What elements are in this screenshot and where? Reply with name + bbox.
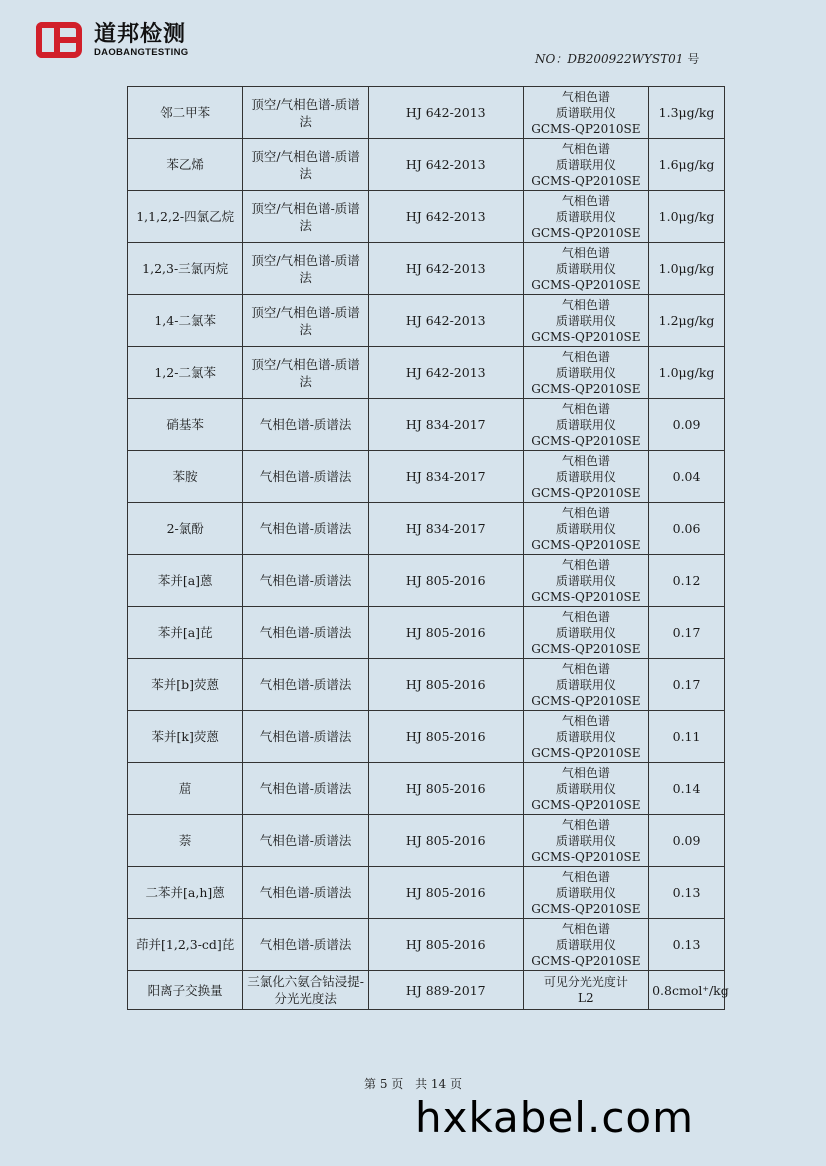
cell-item: 苯并[k]荧蒽 [128, 711, 243, 763]
cell-device: 气相色谱 质谱联用仪 GCMS-QP2010SE [523, 503, 648, 555]
cell-device: 气相色谱 质谱联用仪 GCMS-QP2010SE [523, 243, 648, 295]
cell-item: 阳离子交换量 [128, 971, 243, 1010]
cell-device: 气相色谱 质谱联用仪 GCMS-QP2010SE [523, 295, 648, 347]
logo-mark-icon [36, 22, 88, 58]
cell-standard: HJ 805-2016 [368, 867, 523, 919]
cell-limit: 1.6μg/kg [649, 139, 725, 191]
cell-limit: 1.0μg/kg [649, 243, 725, 295]
cell-method: 气相色谱-质谱法 [243, 763, 368, 815]
cell-device: 气相色谱 质谱联用仪 GCMS-QP2010SE [523, 815, 648, 867]
cell-method: 气相色谱-质谱法 [243, 815, 368, 867]
cell-limit: 1.3μg/kg [649, 87, 725, 139]
cell-limit: 1.0μg/kg [649, 191, 725, 243]
cell-device: 气相色谱 质谱联用仪 GCMS-QP2010SE [523, 867, 648, 919]
cell-limit: 0.17 [649, 607, 725, 659]
cell-limit: 0.14 [649, 763, 725, 815]
cell-method: 顶空/气相色谱-质谱法 [243, 139, 368, 191]
table-row [128, 451, 725, 503]
logo-name-en: DAOBANGTESTING [94, 46, 189, 58]
cell-item: 1,1,2,2-四氯乙烷 [128, 191, 243, 243]
cell-item: 二苯并[a,h]蒽 [128, 867, 243, 919]
table-row [128, 87, 725, 139]
cell-method: 气相色谱-质谱法 [243, 711, 368, 763]
report-number-value: NO：DB200922WYST01 [535, 52, 684, 66]
cell-standard: HJ 834-2017 [368, 503, 523, 555]
cell-item: 苯并[b]荧蒽 [128, 659, 243, 711]
cell-device: 气相色谱 质谱联用仪 GCMS-QP2010SE [523, 555, 648, 607]
cell-standard: HJ 889-2017 [368, 971, 523, 1010]
cell-device: 气相色谱 质谱联用仪 GCMS-QP2010SE [523, 191, 648, 243]
cell-device: 气相色谱 质谱联用仪 GCMS-QP2010SE [523, 87, 648, 139]
table-row [128, 191, 725, 243]
logo-name-cn: 道邦检测 [94, 21, 187, 47]
cell-device: 气相色谱 质谱联用仪 GCMS-QP2010SE [523, 919, 648, 971]
cell-limit: 0.12 [649, 555, 725, 607]
cell-standard: HJ 642-2013 [368, 295, 523, 347]
cell-method: 气相色谱-质谱法 [243, 867, 368, 919]
cell-item: 苯乙烯 [128, 139, 243, 191]
cell-standard: HJ 834-2017 [368, 451, 523, 503]
cell-method: 气相色谱-质谱法 [243, 451, 368, 503]
cell-item: 2-氯酚 [128, 503, 243, 555]
cell-standard: HJ 805-2016 [368, 919, 523, 971]
cell-device: 气相色谱 质谱联用仪 GCMS-QP2010SE [523, 763, 648, 815]
cell-limit: 0.04 [649, 451, 725, 503]
cell-standard: HJ 642-2013 [368, 87, 523, 139]
cell-device: 气相色谱 质谱联用仪 GCMS-QP2010SE [523, 659, 648, 711]
cell-method: 气相色谱-质谱法 [243, 919, 368, 971]
cell-method: 顶空/气相色谱-质谱法 [243, 295, 368, 347]
cell-item: 䓛 [128, 763, 243, 815]
cell-device: 气相色谱 质谱联用仪 GCMS-QP2010SE [523, 451, 648, 503]
cell-item: 1,4-二氯苯 [128, 295, 243, 347]
cell-method: 气相色谱-质谱法 [243, 659, 368, 711]
cell-item: 邻二甲苯 [128, 87, 243, 139]
cell-limit: 0.09 [649, 815, 725, 867]
company-logo [36, 22, 188, 58]
cell-standard: HJ 805-2016 [368, 607, 523, 659]
cell-limit: 1.2μg/kg [649, 295, 725, 347]
cell-item: 1,2-二氯苯 [128, 347, 243, 399]
cell-limit: 0.09 [649, 399, 725, 451]
table-row [128, 347, 725, 399]
cell-device: 气相色谱 质谱联用仪 GCMS-QP2010SE [523, 711, 648, 763]
cell-method: 气相色谱-质谱法 [243, 607, 368, 659]
table-row [128, 659, 725, 711]
table-row [128, 815, 725, 867]
cell-standard: HJ 642-2013 [368, 191, 523, 243]
cell-standard: HJ 642-2013 [368, 347, 523, 399]
cell-limit: 0.17 [649, 659, 725, 711]
cell-item: 苯胺 [128, 451, 243, 503]
table-row [128, 295, 725, 347]
cell-limit: 0.11 [649, 711, 725, 763]
cell-device: 气相色谱 质谱联用仪 GCMS-QP2010SE [523, 607, 648, 659]
table-row [128, 919, 725, 971]
cell-method: 气相色谱-质谱法 [243, 399, 368, 451]
cell-item: 1,2,3-三氯丙烷 [128, 243, 243, 295]
report-number-suffix: 号 [687, 52, 700, 66]
table-row [128, 607, 725, 659]
page-total: 共 14 页 [415, 1077, 462, 1091]
test-methods-table [127, 86, 729, 1010]
table-row [128, 711, 725, 763]
site-watermark: hxkabel.com [415, 1093, 695, 1142]
cell-standard: HJ 805-2016 [368, 815, 523, 867]
cell-method: 顶空/气相色谱-质谱法 [243, 191, 368, 243]
cell-limit: 0.13 [649, 919, 725, 971]
cell-standard: HJ 805-2016 [368, 763, 523, 815]
page-number: 第 5 页 [364, 1077, 404, 1091]
cell-method: 气相色谱-质谱法 [243, 555, 368, 607]
cell-item: 茚并[1,2,3-cd]芘 [128, 919, 243, 971]
table-row [128, 243, 725, 295]
cell-item: 苯并[a]芘 [128, 607, 243, 659]
cell-standard: HJ 805-2016 [368, 711, 523, 763]
cell-method: 气相色谱-质谱法 [243, 503, 368, 555]
cell-device: 气相色谱 质谱联用仪 GCMS-QP2010SE [523, 347, 648, 399]
cell-standard: HJ 642-2013 [368, 139, 523, 191]
cell-method: 顶空/气相色谱-质谱法 [243, 87, 368, 139]
cell-item: 硝基苯 [128, 399, 243, 451]
cell-method: 三氯化六氨合钴浸提-分光光度法 [243, 971, 368, 1010]
cell-limit: 0.13 [649, 867, 725, 919]
report-number [535, 50, 699, 67]
cell-device: 气相色谱 质谱联用仪 GCMS-QP2010SE [523, 399, 648, 451]
table-row [128, 971, 725, 1010]
cell-limit: 0.06 [649, 503, 725, 555]
table-row [128, 867, 725, 919]
cell-standard: HJ 642-2013 [368, 243, 523, 295]
cell-device: 气相色谱 质谱联用仪 GCMS-QP2010SE [523, 139, 648, 191]
table-row [128, 763, 725, 815]
cell-standard: HJ 805-2016 [368, 555, 523, 607]
cell-standard: HJ 834-2017 [368, 399, 523, 451]
cell-limit: 1.0μg/kg [649, 347, 725, 399]
cell-method: 顶空/气相色谱-质谱法 [243, 347, 368, 399]
table-row [128, 503, 725, 555]
cell-limit: 0.8cmol⁺/kg [649, 971, 725, 1010]
cell-item: 萘 [128, 815, 243, 867]
page-footer [0, 1075, 826, 1092]
cell-item: 苯并[a]蒽 [128, 555, 243, 607]
table-row [128, 555, 725, 607]
table-row [128, 139, 725, 191]
cell-standard: HJ 805-2016 [368, 659, 523, 711]
cell-method: 顶空/气相色谱-质谱法 [243, 243, 368, 295]
table-row [128, 399, 725, 451]
cell-device: 可见分光光度计 L2 [523, 971, 648, 1010]
